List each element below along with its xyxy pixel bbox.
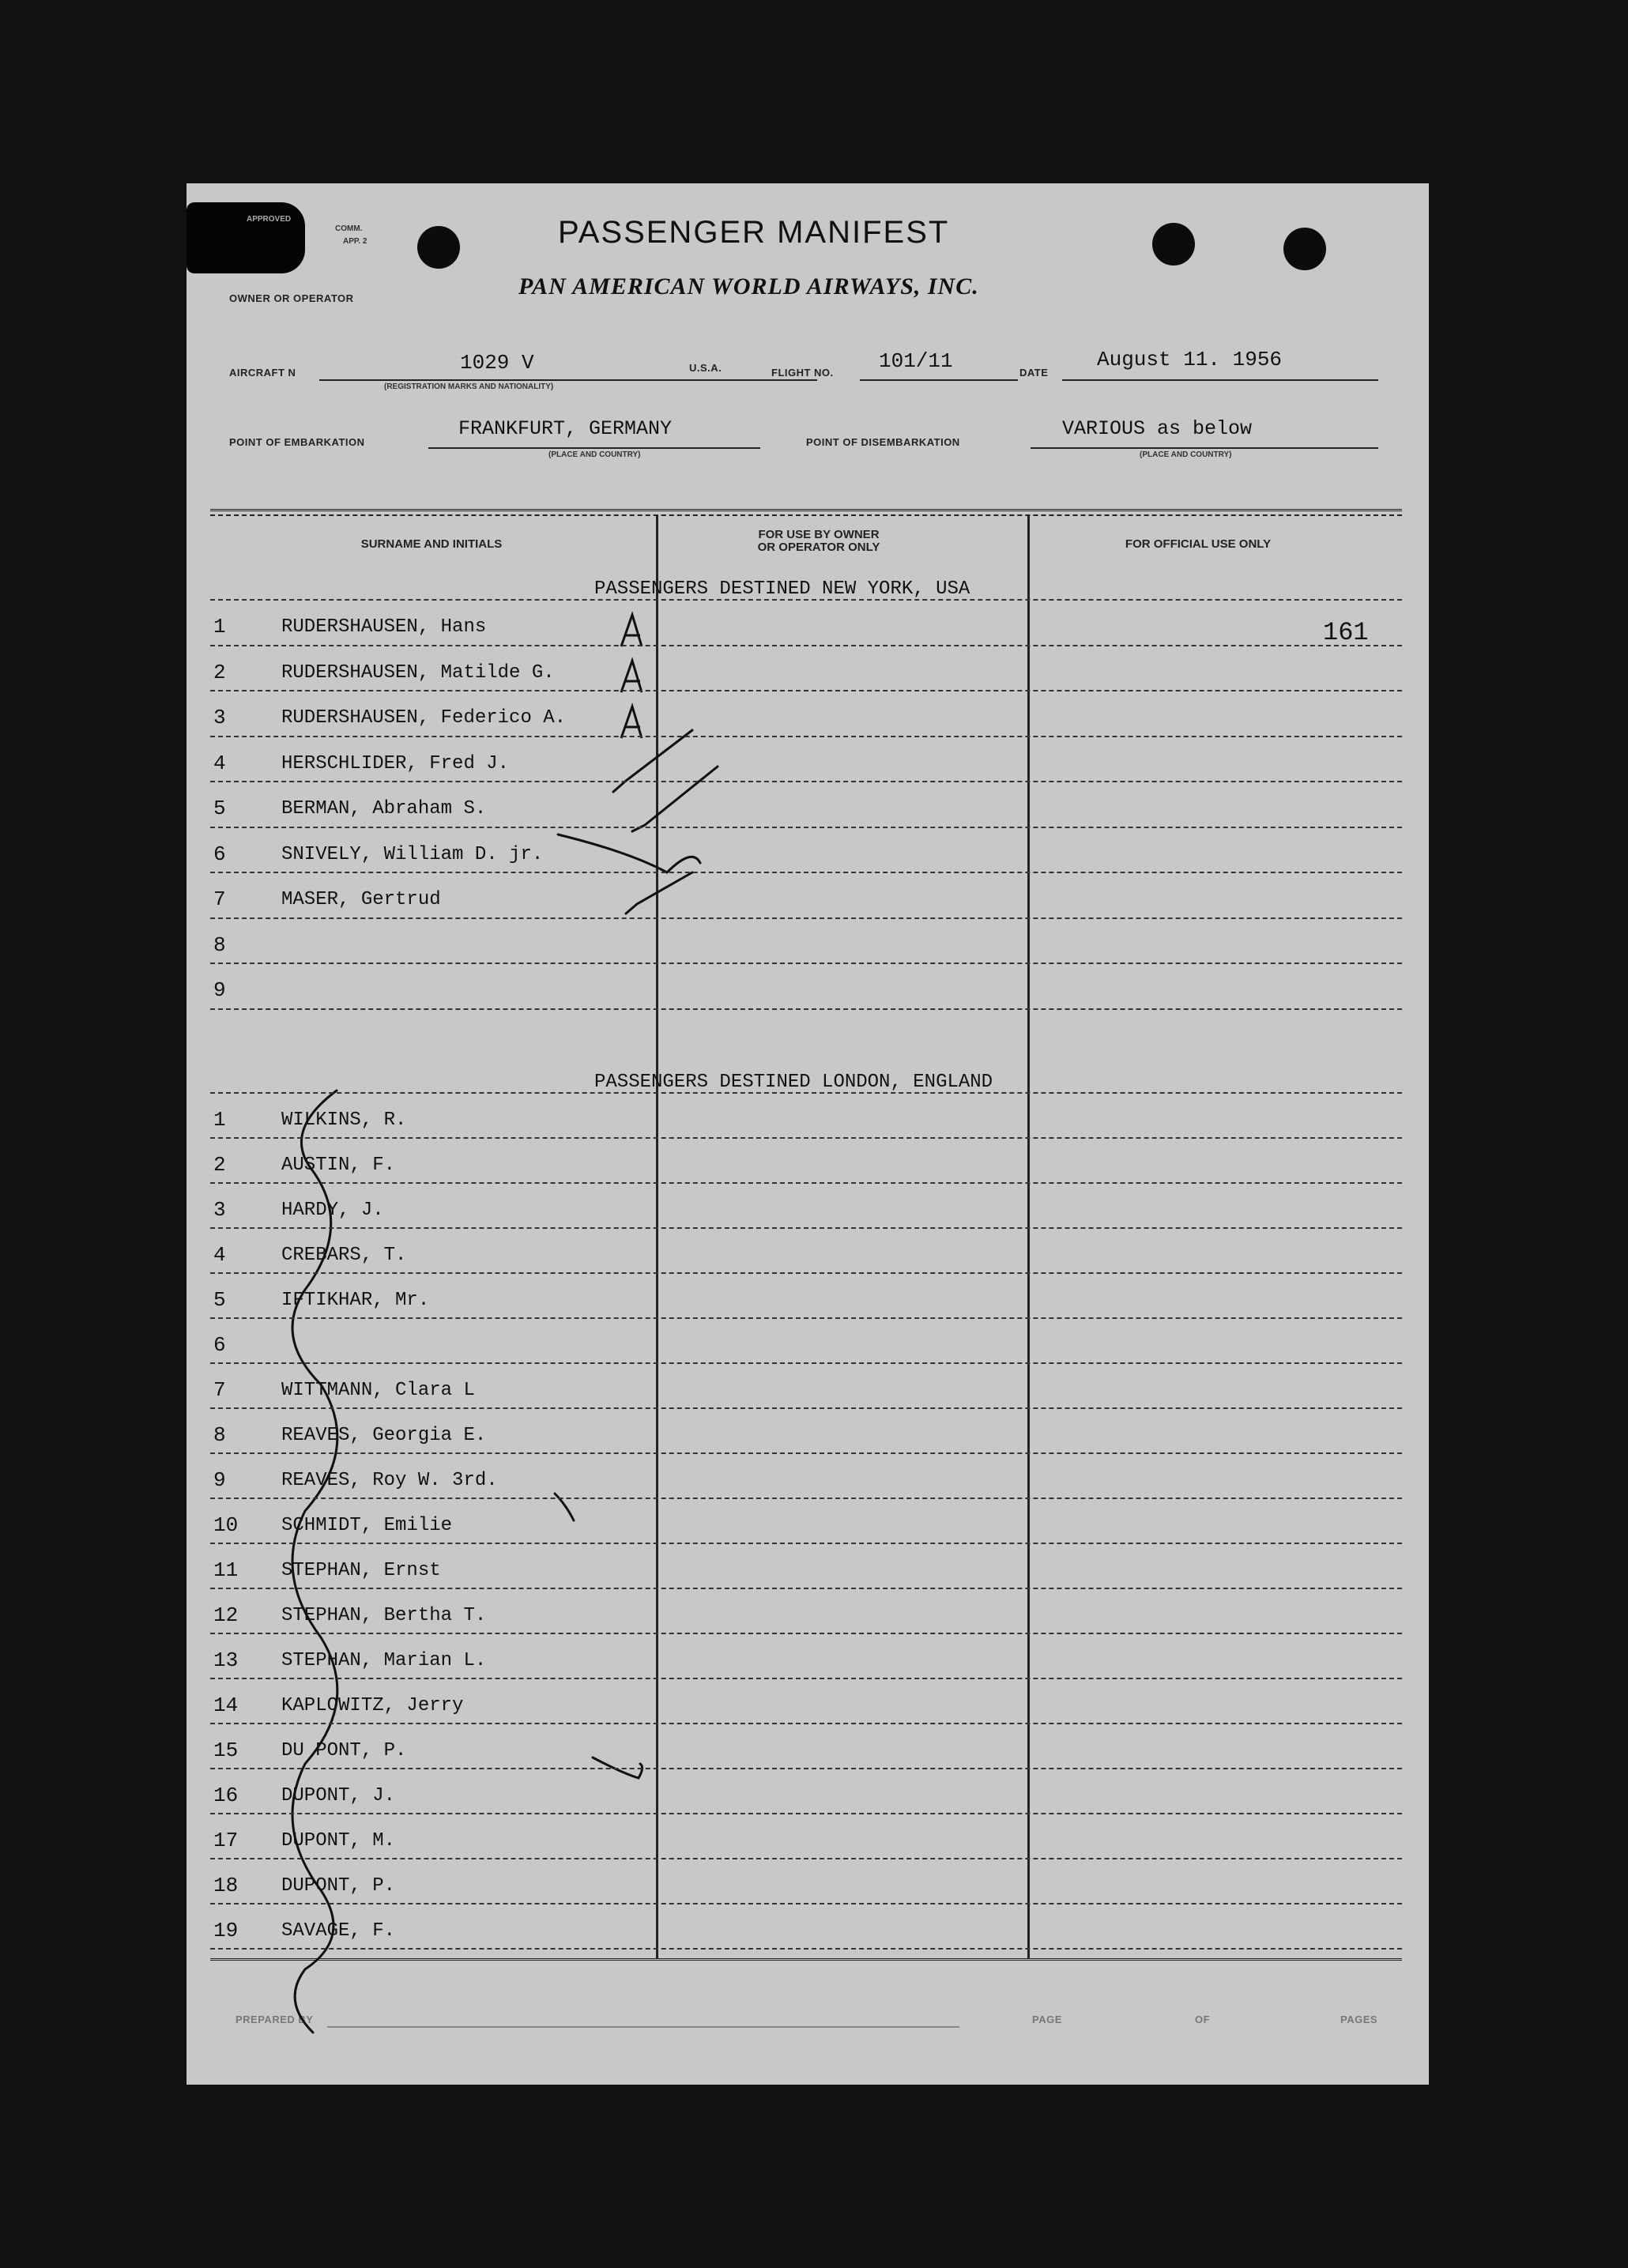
row-rule <box>210 1317 1402 1319</box>
row-rule <box>210 1588 1402 1589</box>
row-rule <box>210 1227 1402 1229</box>
row-number: 9 <box>213 1468 226 1492</box>
date-value: August 11. 1956 <box>1097 348 1283 371</box>
passenger-name: DUPONT, M. <box>281 1830 396 1852</box>
row-rule <box>210 690 1402 691</box>
embarkation-value: FRANKFURT, GERMANY <box>458 417 673 440</box>
passenger-name: SCHMIDT, Emilie <box>281 1515 453 1536</box>
row-rule <box>210 1723 1402 1724</box>
passenger-name: HARDY, J. <box>281 1200 384 1221</box>
embarkation-note: (PLACE AND COUNTRY) <box>548 450 641 459</box>
row-number: 8 <box>213 1423 226 1447</box>
disembarkation-note: (PLACE AND COUNTRY) <box>1140 450 1232 459</box>
row-number: 4 <box>213 751 226 775</box>
row-rule <box>210 917 1402 919</box>
flight-value: 101/11 <box>879 349 953 373</box>
row-rule <box>210 1948 1402 1950</box>
passenger-name: IFTIKHAR, Mr. <box>281 1290 430 1311</box>
row-number: 7 <box>213 1378 226 1402</box>
passenger-name: WILKINS, R. <box>281 1110 407 1131</box>
passenger-name: MASER, Gertrud <box>281 889 441 910</box>
passenger-name: RUDERSHAUSEN, Matilde G. <box>281 661 555 684</box>
row-number: 18 <box>213 1874 239 1897</box>
row-number: 6 <box>213 842 226 866</box>
passenger-name: REAVES, Georgia E. <box>281 1425 487 1446</box>
page-label: PAGE <box>1032 2014 1062 2025</box>
row-number: 2 <box>213 660 226 684</box>
row-number: 8 <box>213 932 226 957</box>
disembarkation-value: VARIOUS as below <box>1062 417 1253 440</box>
row-number: 15 <box>213 1739 239 1762</box>
row-rule <box>210 1903 1402 1904</box>
row-number: 3 <box>213 706 226 729</box>
row-rule <box>210 645 1402 646</box>
row-number: 10 <box>213 1513 239 1537</box>
row-rule <box>210 1858 1402 1859</box>
row-number: 7 <box>213 887 226 911</box>
passenger-name: DUPONT, J. <box>281 1785 396 1806</box>
passenger-name: HERSCHLIDER, Fred J. <box>281 752 510 774</box>
row-rule <box>210 872 1402 873</box>
row-number: 12 <box>213 1603 239 1627</box>
row-rule <box>210 1633 1402 1634</box>
manifest-sheet <box>187 183 1429 2085</box>
prepared-label: PREPARED BY <box>236 2014 314 2025</box>
passenger-name: AUSTIN, F. <box>281 1155 396 1176</box>
passenger-name: STEPHAN, Ernst <box>281 1560 441 1581</box>
embarkation-label: POINT OF EMBARKATION <box>229 436 365 448</box>
check-mark-5 <box>632 767 718 831</box>
row-rule <box>210 1768 1402 1769</box>
passenger-name: DU PONT, P. <box>281 1740 407 1761</box>
row-rule <box>210 1813 1402 1814</box>
row-rule <box>210 1452 1402 1454</box>
handwritten-a-3 <box>621 706 642 738</box>
comm-label: COMM. <box>335 224 363 233</box>
handwritten-a-1 <box>621 615 642 646</box>
row-number: 5 <box>213 797 226 820</box>
row-rule <box>210 599 1402 601</box>
row-number: 17 <box>213 1829 239 1852</box>
disembarkation-label: POINT OF DISEMBARKATION <box>806 436 960 448</box>
row-number: 19 <box>213 1919 239 1942</box>
row-number: 2 <box>213 1153 226 1177</box>
col-header-owner-1: FOR USE BY OWNER <box>758 528 880 541</box>
date-label: DATE <box>1019 367 1049 379</box>
check-mark-4 <box>613 730 692 792</box>
usa-label: U.S.A. <box>689 362 722 374</box>
row-rule <box>210 1008 1402 1010</box>
row-rule <box>210 1678 1402 1679</box>
check-mark-7 <box>626 872 692 914</box>
row-rule <box>210 1137 1402 1139</box>
page-title: PASSENGER MANIFEST <box>558 215 950 250</box>
row-rule <box>210 1543 1402 1544</box>
row-number: 13 <box>213 1648 239 1672</box>
row-rule <box>210 1362 1402 1364</box>
passenger-name: WITTMANN, Clara L <box>281 1380 475 1401</box>
row-number: 14 <box>213 1693 239 1717</box>
col-header-official: FOR OFFICIAL USE ONLY <box>1125 537 1272 551</box>
row-rule <box>210 1407 1402 1409</box>
aircraft-label: AIRCRAFT N <box>229 367 296 379</box>
passenger-name: REAVES, Roy W. 3rd. <box>281 1470 498 1491</box>
col-header-owner-2: OR OPERATOR ONLY <box>757 541 880 554</box>
row-number: 9 <box>213 978 226 1002</box>
row-number: 3 <box>213 1198 226 1222</box>
passenger-name: SAVAGE, F. <box>281 1920 396 1942</box>
passenger-name: DUPONT, P. <box>281 1875 396 1897</box>
check-mark-6 <box>558 834 700 872</box>
row-rule <box>210 781 1402 782</box>
registration-note: (REGISTRATION MARKS AND NATIONALITY) <box>384 382 554 391</box>
section-heading-new-york: PASSENGERS DESTINED NEW YORK, USA <box>594 578 970 600</box>
section-heading-london: PASSENGERS DESTINED LONDON, ENGLAND <box>594 1072 993 1093</box>
pages-label: PAGES <box>1340 2014 1378 2025</box>
passenger-name: STEPHAN, Bertha T. <box>281 1605 487 1626</box>
passenger-name: SNIVELY, William D. jr. <box>281 843 544 865</box>
passenger-name: BERMAN, Abraham S. <box>281 798 487 819</box>
row-number: 11 <box>213 1558 239 1582</box>
passenger-name: RUDERSHAUSEN, Hans <box>281 616 487 638</box>
approved-label: APPROVED <box>247 215 292 224</box>
passenger-name: CREBARS, T. <box>281 1245 407 1266</box>
row-rule <box>210 1182 1402 1184</box>
official-count: 161 <box>1323 618 1369 647</box>
passenger-name: STEPHAN, Marian L. <box>281 1650 487 1671</box>
row-number: 1 <box>213 615 226 639</box>
handwritten-a-2 <box>621 661 642 692</box>
row-rule <box>210 736 1402 737</box>
row-rule <box>210 1092 1402 1094</box>
row-number: 1 <box>213 1108 226 1132</box>
row-rule <box>210 827 1402 828</box>
row-number: 16 <box>213 1784 239 1807</box>
passenger-name: KAPLOWITZ, Jerry <box>281 1695 464 1716</box>
row-number: 6 <box>213 1333 226 1357</box>
passenger-name: RUDERSHAUSEN, Federico A. <box>281 707 567 729</box>
airline-name: PAN AMERICAN WORLD AIRWAYS, INC. <box>518 273 979 300</box>
row-rule <box>210 963 1402 964</box>
row-number: 4 <box>213 1243 226 1267</box>
owner-label: OWNER OR OPERATOR <box>229 292 354 304</box>
app-label: APP. 2 <box>343 237 367 246</box>
row-number: 5 <box>213 1288 226 1312</box>
row-rule <box>210 1272 1402 1274</box>
flight-label: FLIGHT NO. <box>771 367 834 379</box>
row-rule <box>210 1498 1402 1499</box>
of-label: OF <box>1195 2014 1211 2025</box>
col-header-surname: SURNAME AND INITIALS <box>360 537 503 551</box>
aircraft-value: 1029 V <box>460 351 534 375</box>
